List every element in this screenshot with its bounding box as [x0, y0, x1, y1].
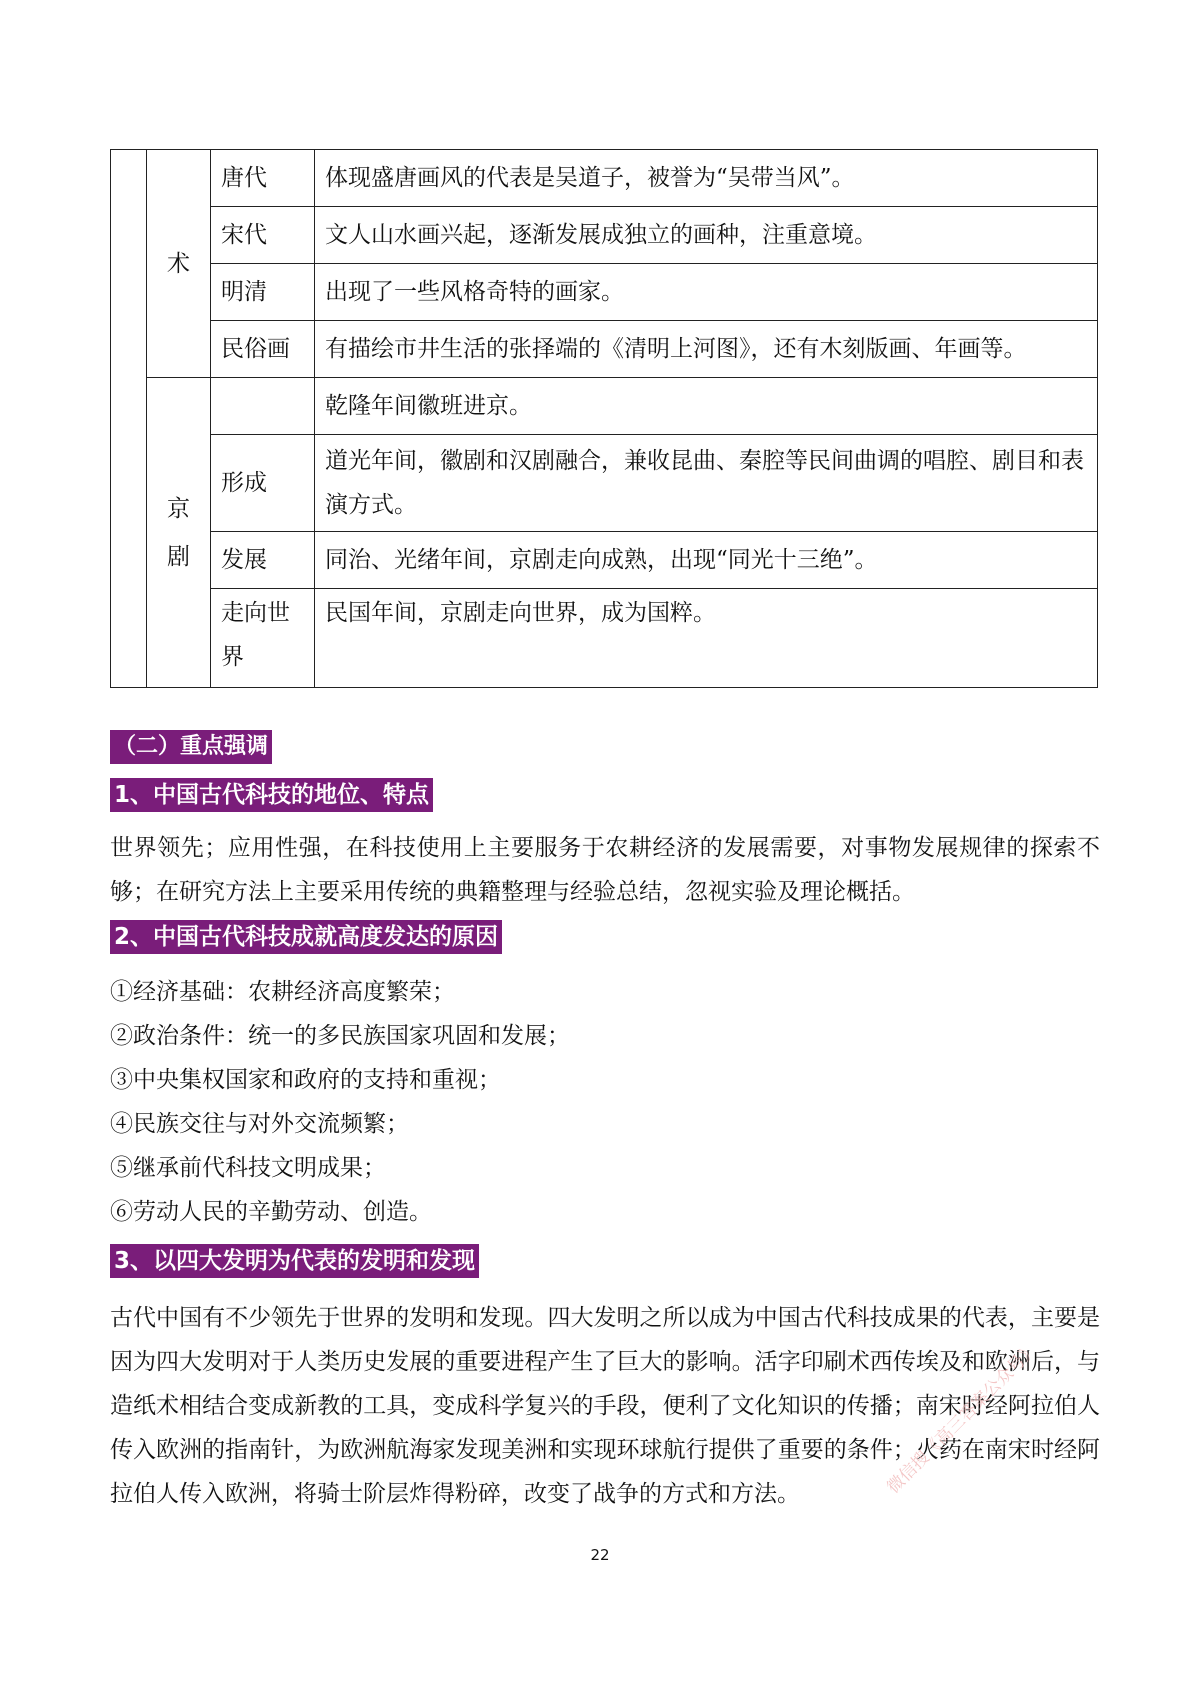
watermark: 微信搜《高三答案公众号》 — [883, 1339, 1042, 1498]
desc-cell: 道光年间，徽剧和汉剧融合，兼收昆曲、秦腔等民间曲调的唱腔、剧目和表演方式。 — [315, 435, 1098, 532]
desc-cell: 体现盛唐画风的代表是吴道子，被誉为“吴带当风”。 — [315, 150, 1098, 207]
phase-cell: 形成 — [211, 435, 315, 532]
phase-cell — [211, 378, 315, 435]
table-row — [111, 378, 1098, 435]
dynasty-cell: 民俗画 — [211, 321, 315, 378]
paragraph-3: 古代中国有不少领先于世界的发明和发现。四大发明之所以成为中国古代科技成果的代表，主要是因为四大发明对于人类历史发展的重要进程产生了巨大的影响。活字印刷术西传埃及和欧洲后，与造纸术相结合变成新教的工具，变成科学复兴的手段，便利了文化知识的传播；南宋时经阿拉伯人传入欧洲的指南针，为欧洲航海家发现美洲和实现环球航行提供了重要的条件；火药在南宋时经阿拉伯人传入欧洲，将骑士阶层炸得粉碎，改变了战争的方式和方法。 — [110, 1305, 1100, 1507]
paragraph-1: 世界领先；应用性强，在科技使用上主要服务于农耕经济的发展需要，对事物发展规律的探索不够；在研究方法上主要采用传统的典籍整理与经验总结，忽视实验及理论概括。 — [110, 835, 1100, 905]
list-item: ①经济基础：农耕经济高度繁荣； — [110, 979, 455, 1005]
opera-label-1: 京 — [167, 495, 190, 522]
desc-cell: 同治、光绪年间，京剧走向成熟，出现“同光十三绝”。 — [315, 532, 1098, 589]
table-row — [111, 150, 1098, 207]
list-item: ③中央集权国家和政府的支持和重视； — [110, 1067, 501, 1093]
desc-cell: 民国年间，京剧走向世界，成为国粹。 — [315, 589, 1098, 688]
table-row — [111, 532, 1098, 589]
list-item: ⑥劳动人民的辛勤劳动、创造。 — [110, 1199, 432, 1225]
table-row — [111, 264, 1098, 321]
table-row — [111, 589, 1098, 688]
culture-table — [110, 149, 1098, 688]
list-item: ②政治条件：统一的多民族国家巩固和发展； — [110, 1023, 570, 1049]
art-category-cell — [147, 150, 211, 378]
desc-cell: 出现了一些风格奇特的画家。 — [315, 264, 1098, 321]
opera-label-2: 剧 — [167, 543, 190, 570]
heading-1: 1、中国古代科技的地位、特点 — [110, 778, 433, 812]
table-row — [111, 435, 1098, 532]
dynasty-cell: 明清 — [211, 264, 315, 321]
desc-cell: 有描绘市井生活的张择端的《清明上河图》，还有木刻版画、年画等。 — [315, 321, 1098, 378]
table-row — [111, 321, 1098, 378]
page-number: 22 — [590, 1546, 610, 1564]
section-title: （二）重点强调 — [110, 730, 272, 764]
heading-3: 3、以四大发明为代表的发明和发现 — [110, 1244, 479, 1278]
table-row — [111, 207, 1098, 264]
desc-cell: 乾隆年间徽班进京。 — [315, 378, 1098, 435]
desc-cell: 文人山水画兴起，逐渐发展成独立的画种，注重意境。 — [315, 207, 1098, 264]
opera-category-cell — [147, 378, 211, 688]
heading-2: 2、中国古代科技成就高度发达的原因 — [110, 920, 502, 954]
dynasty-cell: 唐代 — [211, 150, 315, 207]
list-item: ⑤继承前代科技文明成果； — [110, 1155, 386, 1181]
phase-cell: 走向世界 — [211, 589, 315, 688]
art-category-label: 术 — [167, 250, 190, 277]
dynasty-cell: 宋代 — [211, 207, 315, 264]
phase-cell: 发展 — [211, 532, 315, 589]
outer-blank-cell — [111, 150, 147, 688]
list-item: ④民族交往与对外交流频繁； — [110, 1111, 409, 1137]
